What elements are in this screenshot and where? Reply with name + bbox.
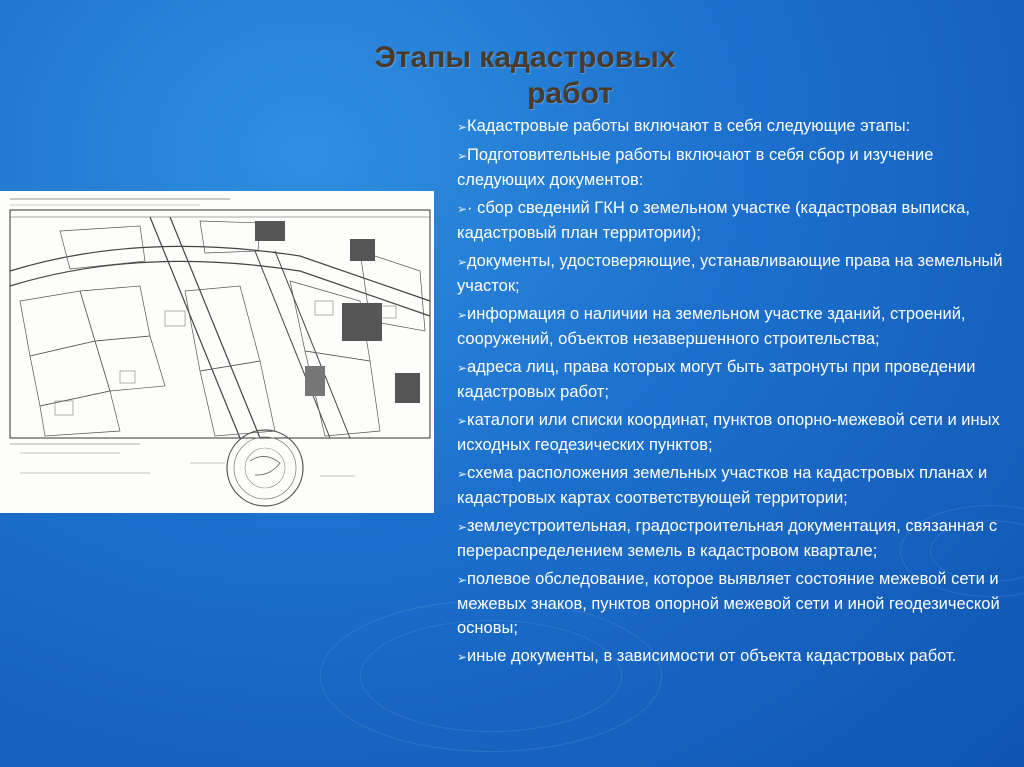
bullet-arrow-icon: ➢ [457,467,468,481]
bullet-item [457,196,1013,245]
bullet-text: землеустроительная, градостроительная документация, связанная с перераспределением земель в кадастровом квартале; [457,517,998,560]
bullet-arrow-icon: ➢ [457,650,468,664]
bullet-text: адреса лиц, права которых могут быть затронуты при проведении кадастровых работ; [457,358,976,401]
bullet-text: полевое обследование, которое выявляет состояние межевой сети и межевых знаков, пунктов опорной межевой сети и иной геодезической основы; [457,570,1000,637]
title-line-1: Этапы кадастровых [374,41,676,74]
bullet-arrow-icon: ➢ [457,414,468,428]
bullet-text: · сбор сведений ГКН о земельном участке (кадастровая выписка, кадастровый план территории); [457,199,970,242]
bullet-item [457,567,1013,640]
bullet-item [457,355,1013,404]
bullet-text: Кадастровые работы включают в себя следующие этапы: [467,117,911,135]
bullet-list [457,114,1013,673]
bullet-text: иные документы, в зависимости от объекта кадастровых работ. [467,647,957,665]
bullet-item [457,249,1013,298]
bullet-arrow-icon: ➢ [457,149,468,163]
bullet-arrow-icon: ➢ [457,361,468,375]
bullet-arrow-icon: ➢ [457,120,468,134]
bullet-arrow-icon: ➢ [457,202,468,216]
bullet-text: информация о наличии на земельном участке зданий, строений, сооружений, объектов незавершенного строительства; [457,305,966,348]
bullet-item [457,408,1013,457]
title-line-2: работ [527,77,613,110]
bullet-arrow-icon: ➢ [457,573,468,587]
bullet-item [457,514,1013,563]
bullet-text: Подготовительные работы включают в себя сбор и изучение следующих документов: [457,146,934,189]
bullet-arrow-icon: ➢ [457,520,468,534]
bullet-item [457,143,1013,192]
cadastral-map-image [0,191,434,513]
bullet-text: каталоги или списки координат, пунктов опорно-межевой сети и иных исходных геодезических пунктов; [457,411,1000,454]
bullet-arrow-icon: ➢ [457,308,468,322]
slide-title [300,40,750,112]
bullet-item [457,644,1013,669]
cadastral-map-drawing [0,191,434,513]
bullet-arrow-icon: ➢ [457,255,468,269]
bullet-text: документы, удостоверяющие, устанавливающие права на земельный участок; [457,252,1003,295]
bullet-item [457,302,1013,351]
bullet-item [457,114,1013,139]
bullet-item [457,461,1013,510]
bullet-text: схема расположения земельных участков на кадастровых планах и кадастровых картах соответствующей территории; [457,464,988,507]
